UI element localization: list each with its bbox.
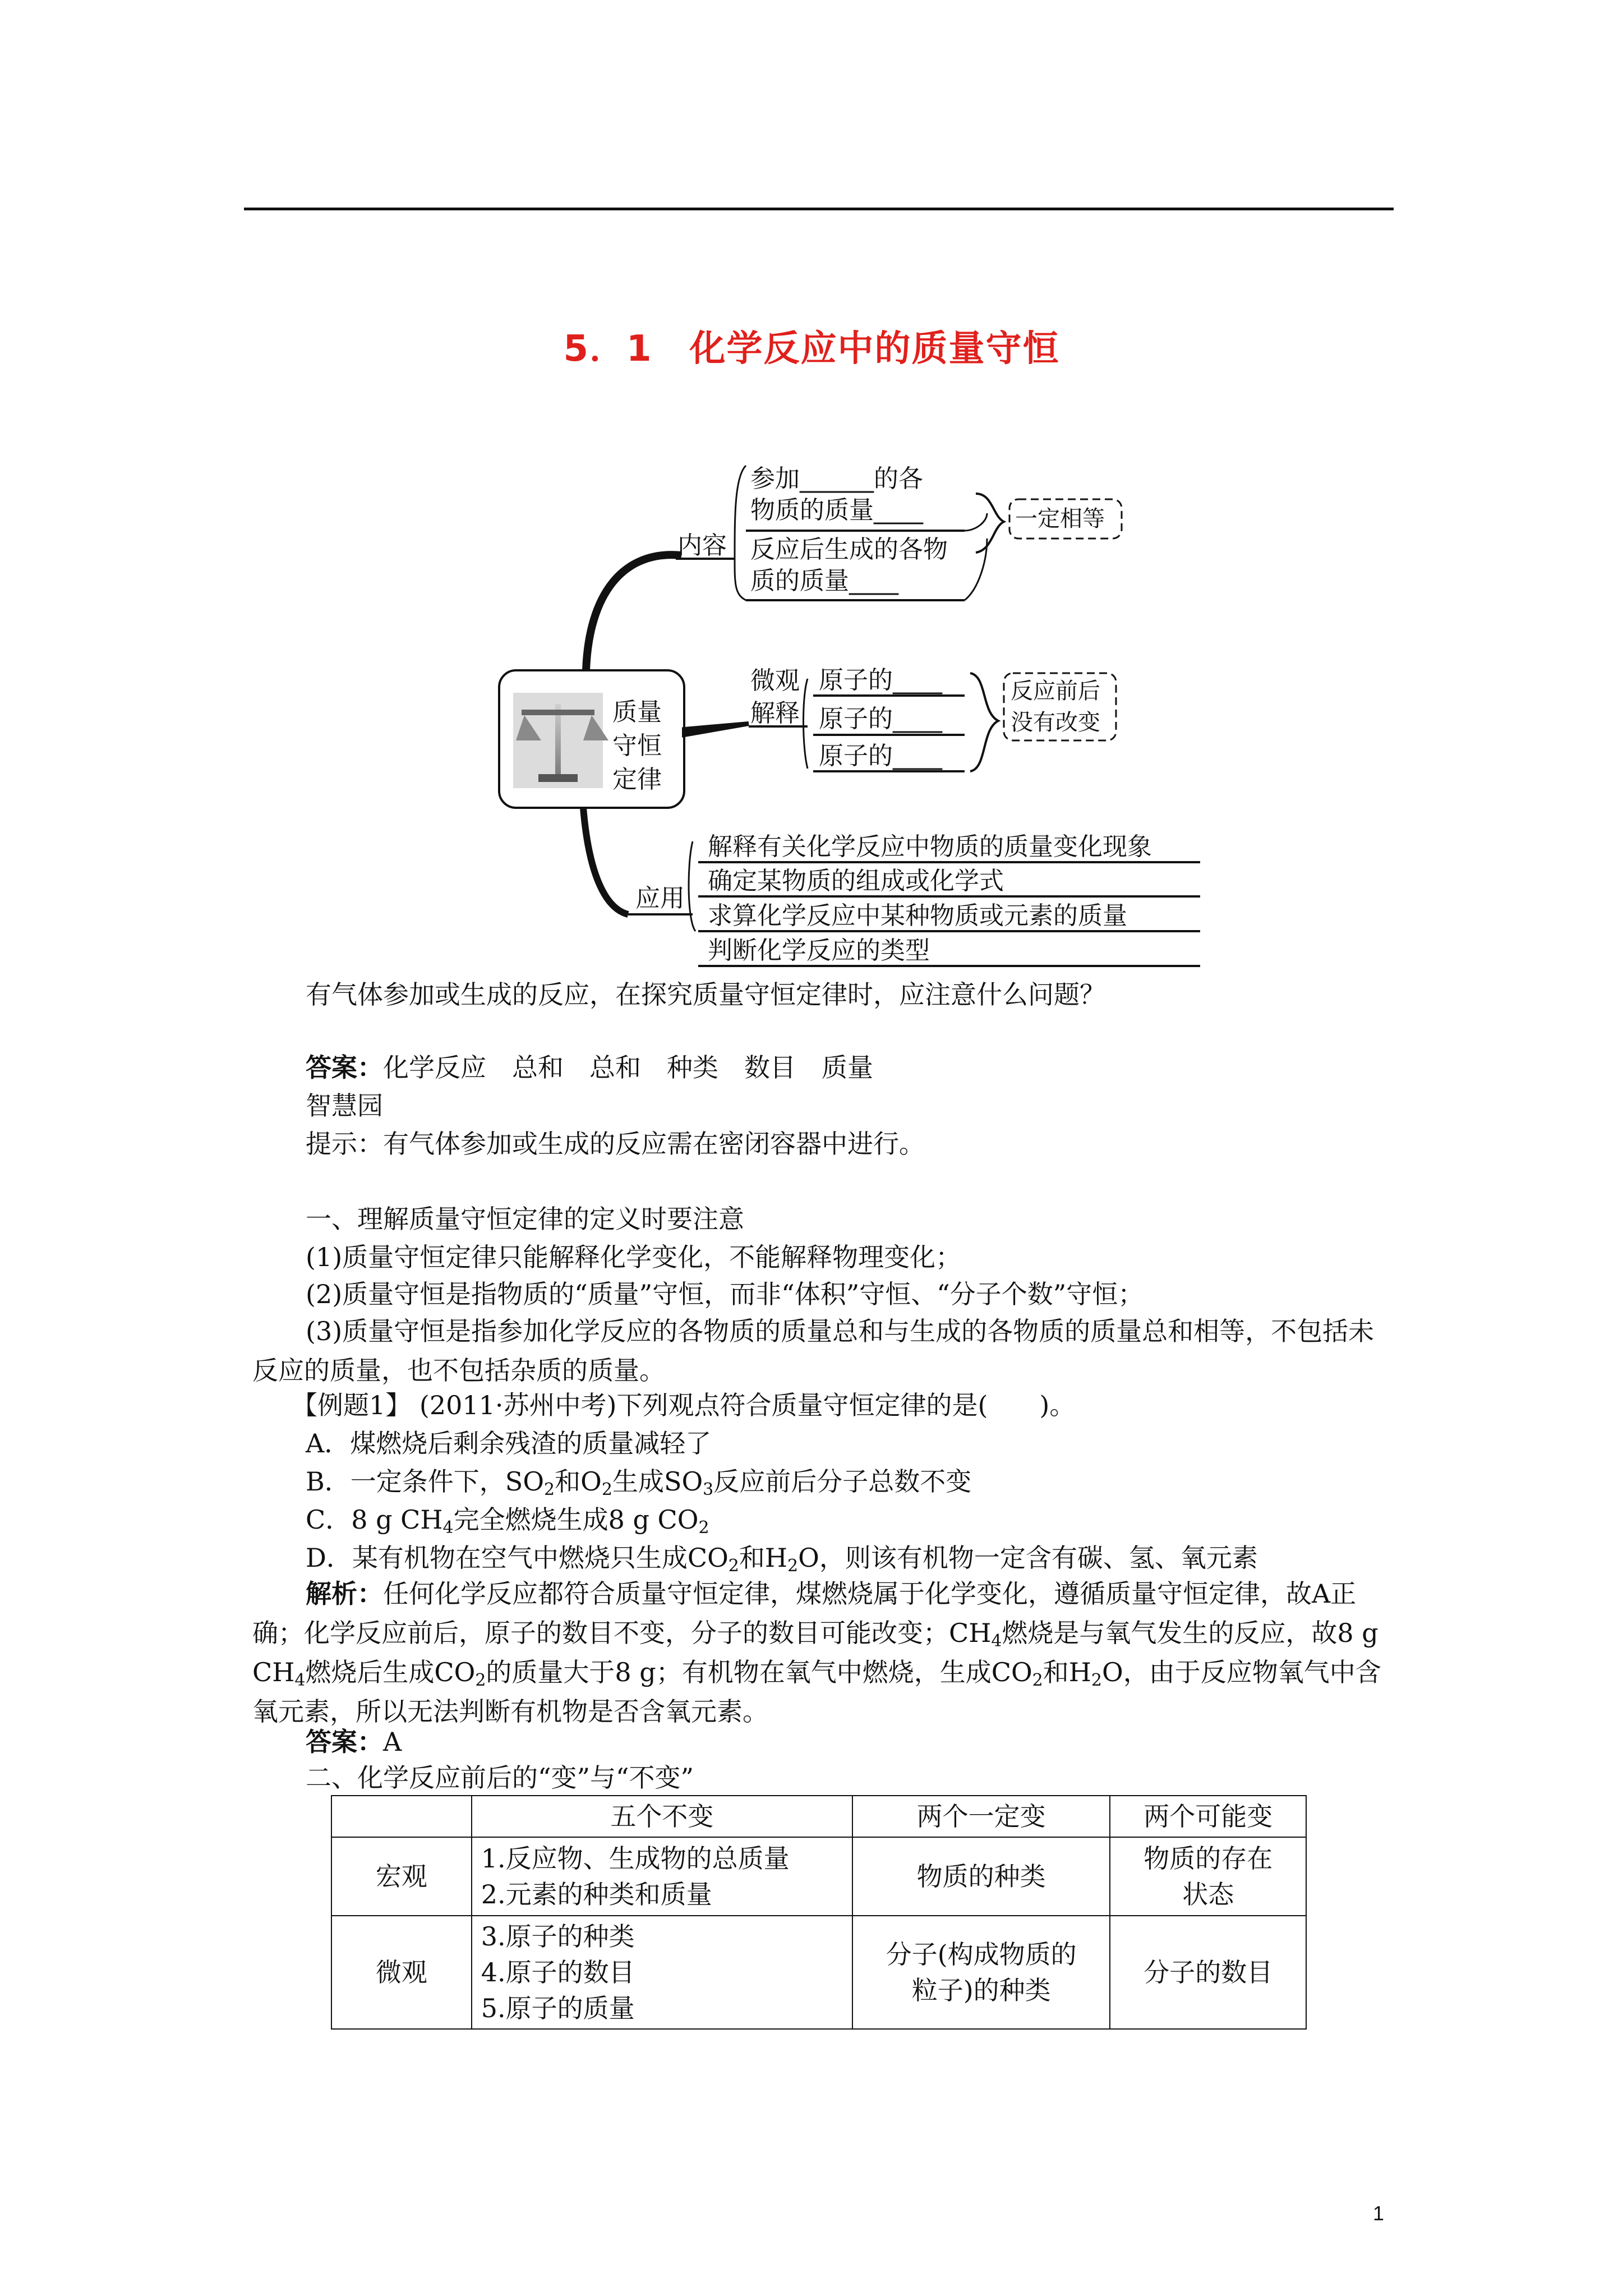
cell-line: 粒子)的种类 (911, 1975, 1051, 2005)
answer-label: 答案： (306, 1052, 383, 1083)
content-left-box (750, 463, 923, 526)
cell-line: 物质的存在 (1144, 1843, 1273, 1874)
analysis-part-3: 燃烧后生成CO (305, 1657, 476, 1687)
application-branch-label: 应用 (635, 884, 685, 913)
content-left-line-2: 物质的质量____ (750, 496, 923, 524)
analysis-part-4: 的质量大于8 g；有机物在氧气中燃烧，生成CO (486, 1657, 1032, 1687)
analysis-part-2: 燃烧是与氧气发生的反应，故8 g CH (252, 1618, 1378, 1687)
sub-2: 2 (1032, 1671, 1043, 1690)
example-answer (306, 1723, 402, 1760)
table-header-cell: 两个可能变 (1110, 1796, 1306, 1837)
sub-2: 2 (1091, 1671, 1102, 1690)
table-row (331, 1837, 1306, 1916)
option-b-part-1: B．一定条件下，SO (306, 1466, 545, 1497)
analysis-label: 解析： (306, 1579, 383, 1609)
option-b-part-4: 反应前后分子总数不变 (713, 1466, 972, 1497)
row-label: 微观 (331, 1916, 472, 2029)
option-d-part-1: D．某有机物在空气中燃烧只生成CO (306, 1543, 728, 1573)
change-table (331, 1795, 1307, 2030)
section1-point-2: (2)质量守恒是指物质的“质量”守恒，而非“体积”守恒、“分子个数”守恒； (306, 1279, 1144, 1309)
option-d-part-2: 和H (739, 1543, 788, 1573)
micro-item-3: 原子的____ (819, 742, 942, 770)
sub-2: 2 (475, 1671, 486, 1690)
table-cell (472, 1837, 852, 1916)
answer-line (306, 1049, 873, 1086)
example-stem: 【例题1】 (2011·苏州中考)下列观点符合质量守恒定律的是( )。 (292, 1390, 1076, 1420)
center-line-3: 定律 (612, 765, 662, 794)
cell-line: 1.反应物、生成物的总质量 (481, 1843, 790, 1874)
section1-heading: 一、理解质量守恒定律的定义时要注意 (306, 1204, 744, 1234)
application-item-1: 解释有关化学反应中物质的质量变化现象 (708, 832, 1152, 861)
sub-4: 4 (294, 1671, 306, 1690)
micro-item-2: 原子的____ (819, 705, 942, 733)
cell-line: 2.元素的种类和质量 (481, 1879, 712, 1910)
center-line-1: 质量 (612, 698, 662, 726)
option-d-part-3: O，则该有机物一定含有碳、氢、氧元素 (798, 1543, 1258, 1573)
application-item-2: 确定某物质的组成或化学式 (708, 867, 1004, 895)
cell-line: 5.原子的质量 (481, 1993, 635, 2023)
option-c-part-2: 完全燃烧生成8 g CO (453, 1504, 699, 1535)
content-left-line-1: 参加______的各 (750, 464, 923, 493)
analysis-part-5: 和H (1043, 1657, 1091, 1687)
option-b (306, 1463, 971, 1500)
hint: 提示：有气体参加或生成的反应需在密闭容器中进行。 (306, 1129, 925, 1159)
application-item-4: 判断化学反应的类型 (708, 936, 930, 965)
sub-2: 2 (601, 1480, 612, 1499)
option-d (306, 1539, 1258, 1576)
option-c-part-1: C．8 g CH (306, 1504, 443, 1535)
center-line-2: 守恒 (612, 731, 662, 760)
analysis (252, 1574, 1391, 1731)
question: 有气体参加或生成的反应，在探究质量守恒定律时，应注意什么问题？ (306, 979, 1105, 1010)
section2-heading: 二、化学反应前后的“变”与“不变” (306, 1763, 694, 1793)
sub-3: 3 (703, 1480, 714, 1499)
table-cell: 物质的种类 (852, 1837, 1110, 1916)
content-branch-label: 内容 (677, 531, 727, 560)
table-row (331, 1916, 1306, 2029)
section1-point-1: (1)质量守恒定律只能解释化学变化，不能解释物理变化； (306, 1242, 962, 1272)
cell-line: 状态 (1182, 1879, 1234, 1910)
table-cell (1110, 1837, 1306, 1916)
analysis-part-6: O，由于反应物氧气中含氧元素，所以无法判断有机物是否含氧元素。 (252, 1657, 1381, 1727)
analysis-part-1: 任何化学反应都符合质量守恒定律，煤燃烧属于化学变化，遵循质量守恒定律，故A正确；化学反应前后，原子的数目不变，分子的数目可能改变；CH (252, 1579, 1357, 1648)
table-header-row (331, 1796, 1306, 1837)
table-cell: 分子的数目 (1110, 1916, 1306, 2029)
section1-point-3: (3)质量守恒是指参加化学反应的各物质的质量总和与生成的各物质的质量总和相等，不包括未反应的质量，也不包括杂质的质量。 (252, 1316, 1375, 1386)
cell-line: 3.原子的种类 (481, 1921, 635, 1952)
micro-branch-label (750, 665, 800, 730)
option-b-part-2: 和O (555, 1466, 602, 1497)
center-label (612, 696, 662, 797)
micro-result-line-1: 反应前后 (1011, 678, 1100, 704)
micro-result (1011, 675, 1100, 738)
page-number: 1 (1373, 2202, 1385, 2225)
page-title: 5．1 化学反应中的质量守恒 (563, 328, 1060, 370)
answer-text: 化学反应 总和 总和 种类 数目 质量 (383, 1052, 873, 1083)
micro-label-line-1: 微观 (750, 666, 800, 695)
table-cell (852, 1916, 1110, 2029)
application-item-3: 求算化学反应中某种物质或元素的质量 (708, 901, 1127, 930)
micro-result-line-2: 没有改变 (1011, 710, 1100, 735)
cell-line: 4.原子的数目 (481, 1957, 635, 1987)
content-right-line-2: 质的质量____ (750, 567, 898, 595)
option-a: A．煤燃烧后剩余残渣的质量减轻了 (306, 1428, 712, 1458)
micro-label-line-2: 解释 (750, 699, 800, 728)
option-b-part-3: 生成SO (612, 1466, 703, 1497)
row-label: 宏观 (331, 1837, 472, 1916)
table-header-cell: 两个一定变 (852, 1796, 1110, 1837)
table-cell (472, 1916, 852, 2029)
content-right-box (750, 534, 948, 597)
content-result: 一定相等 (1015, 506, 1105, 532)
micro-item-1: 原子的____ (819, 666, 942, 694)
zhihuiyuan-heading: 智慧园 (306, 1091, 383, 1121)
sub-4: 4 (442, 1518, 454, 1538)
sub-2: 2 (544, 1480, 555, 1499)
example-answer-value: A (383, 1727, 402, 1757)
sub-2: 2 (698, 1518, 709, 1538)
content-right-line-1: 反应后生成的各物 (750, 535, 948, 564)
sub-2: 2 (728, 1556, 739, 1576)
option-c (306, 1501, 709, 1538)
example-answer-label: 答案： (306, 1727, 383, 1757)
table-header-cell: 五个不变 (472, 1796, 852, 1837)
sub-2: 2 (787, 1556, 799, 1576)
balance-scale-icon (513, 693, 608, 788)
sub-4: 4 (991, 1631, 1002, 1651)
table-header-cell (331, 1796, 472, 1837)
cell-line: 分子(构成物质的 (886, 1939, 1077, 1970)
